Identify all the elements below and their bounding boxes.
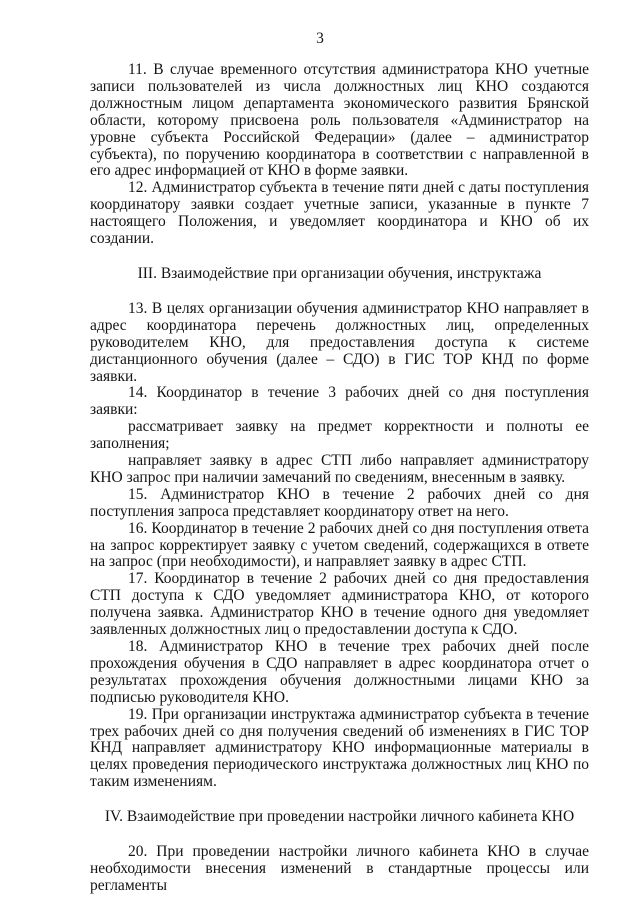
paragraph-12: 12. Администратор субъекта в течение пяти дней с даты поступления координатору заявки создает учетные записи, указанные в пункте 7 настоящего Положения, и уведомляет координатора и КНО об их создании. xyxy=(90,179,589,248)
paragraph-17: 17. Координатор в течение 2 рабочих дней со дня предоставления СТП доступа к СДО уведомляет администратора КНО, от которого получена заявка. Администратор КНО в течение одного дня уведомляет заявленных должностных лиц о предоставлении доступа к СДО. xyxy=(90,570,589,639)
section-title-4: IV. Взаимодействие при проведении настройки личного кабинета КНО xyxy=(104,808,575,826)
paragraph-14: 14. Координатор в течение 3 рабочих дней со дня поступления заявки: xyxy=(90,384,589,419)
paragraph-13: 13. В целях организации обучения администратор КНО направляет в адрес координатора перечень должностных лиц, определенных руководителем КНО, для предоставления доступа к системе дистанционного обучения (далее – СДО) в ГИС ТОР КНД по форме заявки. xyxy=(90,299,589,385)
page-number: 3 xyxy=(316,30,324,47)
paragraph-14-item-b: направляет заявку в адрес СТП либо направляет администратору КНО запрос при наличии замечаний по сведениям, внесенным в заявку. xyxy=(90,452,589,486)
section-title-3: III. Взаимодействие при организации обучения, инструктажа xyxy=(137,264,542,282)
paragraph-20: 20. При проведении настройки личного кабинета КНО в случае необходимости внесения изменений в стандартные процессы или регламенты xyxy=(90,843,589,894)
paragraph-19: 19. При организации инструктажа администратор субъекта в течение трех рабочих дней со дня получения сведений об изменениях в ГИС ТОР КНД направляет администратору КНО информационные материалы в целях проведения периодического инструктажа должностных лиц КНО по таким изменениям. xyxy=(90,705,589,791)
paragraph-15: 15. Администратор КНО в течение 2 рабочих дней со дня поступления запроса представляет координатору ответ на него. xyxy=(90,485,589,520)
paragraph-18: 18. Администратор КНО в течение трех рабочих дней после прохождения обучения в СДО направляет в адрес координатора отчет о результатах прохождения обучения должностными лицами КНО за подписью руководителя КНО. xyxy=(90,638,589,706)
paragraph-16: 16. Координатор в течение 2 рабочих дней со дня поступления ответа на запрос корректирует заявку с учетом сведений, содержащихся в ответе на запрос (при необходимости), и направляет заявку в адрес СТП. xyxy=(90,519,589,571)
paragraph-11: 11. В случае временного отсутствия администратора КНО учетные записи пользователей из числа должностных лиц КНО создаются должностным лицом департамента экономического развития Брянской области, которому присвоена роль пользователя «Администратор на уровне субъекта Российской Федерации» (далее – администратор субъекта), по поручению координатора в соответствии с направленной в его адрес информацией от КНО в форме заявки. xyxy=(90,61,589,180)
document-body xyxy=(90,62,589,895)
paragraph-14-item-a: рассматривает заявку на предмет корректности и полноты ее заполнения; xyxy=(90,418,589,453)
